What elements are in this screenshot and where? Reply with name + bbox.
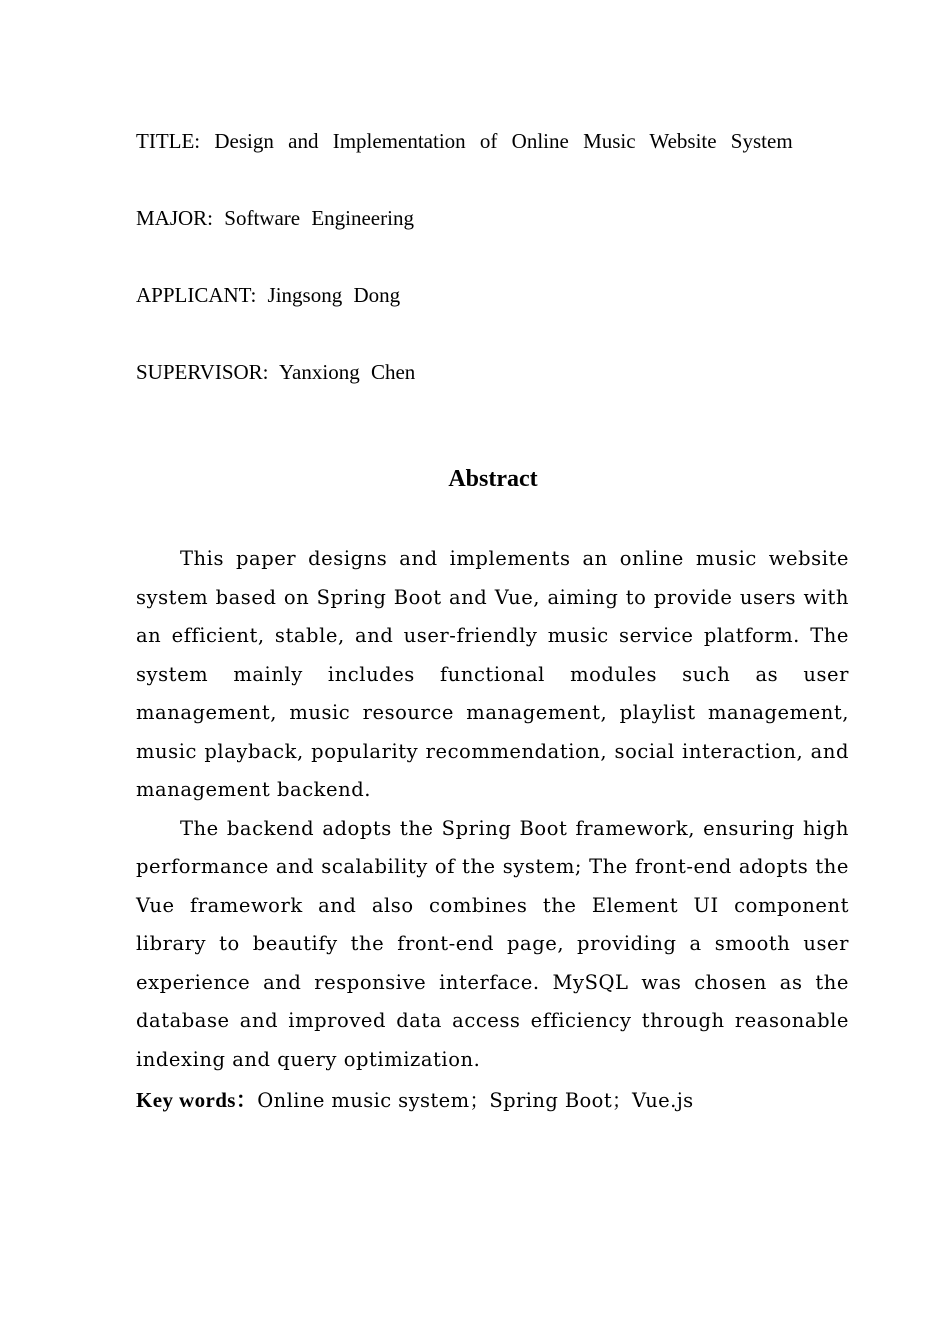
- abstract-paragraph-1: This paper designs and implements an online music website system based on Spring Boot and Vue, aiming to provide users with an efficient, stable, and user-friendly music service platform. The system mainly includes functional modules such as user management, music resource management, playlist management, music playback, popularity recommendation, social interaction, and management backend.: [136, 547, 849, 801]
- thesis-major: MAJOR: Software Engineering: [136, 206, 414, 230]
- abstract-paragraph-2: The backend adopts the Spring Boot framework, ensuring high performance and scalability of the system; The front-end adopts the Vue framework and also combines the Element UI component library to beautify the front-end page, providing a smooth user experience and responsive interface. MySQL was chosen as the database and improved data access efficiency through reasonable indexing and query optimization.: [136, 816, 849, 1071]
- thesis-supervisor: SUPERVISOR: Yanxiong Chen: [136, 360, 416, 384]
- abstract-heading: Abstract: [448, 466, 538, 492]
- thesis-title: TITLE: Design and Implementation of Online Music Website System: [136, 129, 793, 153]
- keywords-line: [136, 1082, 694, 1119]
- abstract-body: [136, 540, 849, 1079]
- keywords-text: Online music system；Spring Boot；Vue.js: [257, 1089, 694, 1112]
- thesis-applicant: APPLICANT: Jingsong Dong: [136, 283, 401, 307]
- keywords-label: Key words：: [136, 1088, 258, 1112]
